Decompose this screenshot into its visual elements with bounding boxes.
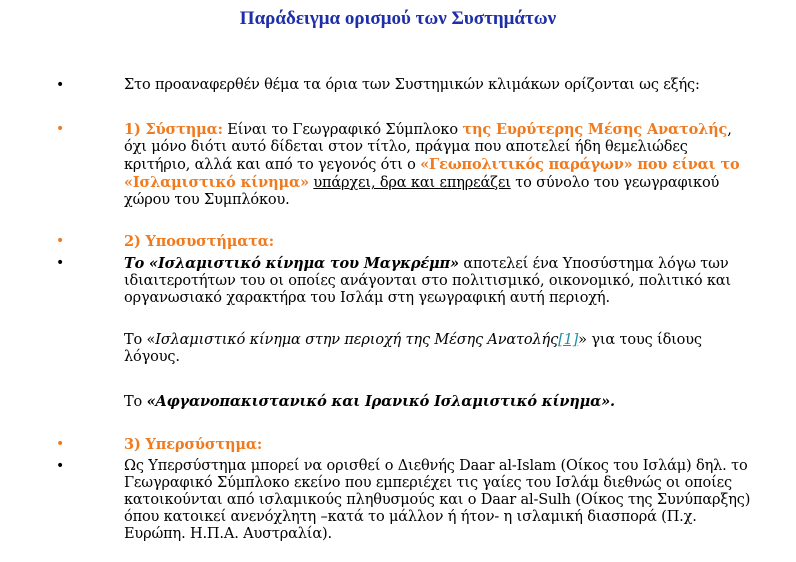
subsystem-3-title: «Αφγανοπακιστανικό και Ιρανικό Ισλαμιστικό κίνημα». <box>146 393 615 410</box>
bullet: • <box>56 77 65 93</box>
subsystem-3-paragraph <box>124 393 754 411</box>
page-title: Παράδειγμα ορισμού των Συστημάτων <box>239 8 557 29</box>
bullet: • <box>56 255 65 271</box>
subsystem-3-text-1: Το <box>124 394 147 410</box>
system-highlight-2: «Γεωπολιτικός παράγων» που είναι το «Ισλαμιστικό κίνημα» <box>124 156 740 191</box>
subsystem-2-text-2: » για τους ίδιους λόγους. <box>124 332 702 365</box>
system-highlight-1: της Ευρύτερης Μέσης Ανατολής <box>462 121 728 138</box>
bullet: • <box>56 436 65 452</box>
system-paragraph <box>124 121 754 209</box>
subsystem-2-text-1: Το « <box>124 332 156 348</box>
system-text-1: Είναι το Γεωγραφικό Σύμπλοκο <box>222 122 463 138</box>
subsystem-2-paragraph <box>124 332 754 366</box>
system-underlined: υπάρχει, δρα και επηρεάζει <box>313 175 511 191</box>
system-text-2: , όχι μόνο διότι αυτό δίδεται στον τίτλο, πράγμα που αποτελεί ήδη θεμελιώδες κριτήριο, αλλά και από το γεγονός ότι ο <box>124 122 732 173</box>
subsystems-heading: 2) Υποσυστήματα: <box>124 233 275 250</box>
bullet: • <box>56 458 65 474</box>
footnote-link[interactable]: [1] <box>558 332 579 348</box>
system-heading: 1) Σύστημα: <box>124 121 223 138</box>
supersystem-heading: 3) Υπερσύστημα: <box>124 436 263 453</box>
supersystem-text: Ως Υπερσύστημα μπορεί να ορισθεί ο Διεθνής Daar al-Islam (Οίκος του Ισλάμ) δηλ. το Γεωγραφικό Σύμπλοκο εκείνο που εμπεριέχει τις γαίες του Ισλάμ διεθνώς οι οποίες κατοικούνται από ισλαμικούς πληθυσμούς και ο Daar al-Sulh (Οίκος της Συνύπαρξης) όπου κατοικεί ανενόχλητη –κατά το μάλλον ή ήτον- η ισλαμική διασπορά (Π.χ. Ευρώπη. Η.Π.Α. Αυστραλία). <box>124 458 751 542</box>
bullet: • <box>56 233 65 249</box>
bullet: • <box>56 121 65 137</box>
subsystem-2-title: Ισλαμιστικό κίνημα στην περιοχή της Μέσης Ανατολής <box>155 332 559 348</box>
subsystem-1-title: Το «Ισλαμιστικό κίνημα του Μαγκρέμπ» <box>124 255 459 272</box>
subsystem-1-text: αποτελεί ένα Υποσύστημα λόγω των ιδιαιτεροτήτων του οι οποίες ανάγονται στο πολιτισμικό, οικονομικό, πολιτικό και οργανωσιακό χαρακτήρα του Ισλάμ στη γεωγραφική αυτή περιοχή. <box>124 256 731 306</box>
intro-text: Στο προαναφερθέν θέμα τα όρια των Συστημικών κλιμάκων ορίζονται ως εξής: <box>124 77 700 93</box>
subsystem-1-paragraph <box>124 255 754 307</box>
system-text-4: το σύνολο του γεωγραφικού χώρου του Συμπλόκου. <box>124 175 720 208</box>
